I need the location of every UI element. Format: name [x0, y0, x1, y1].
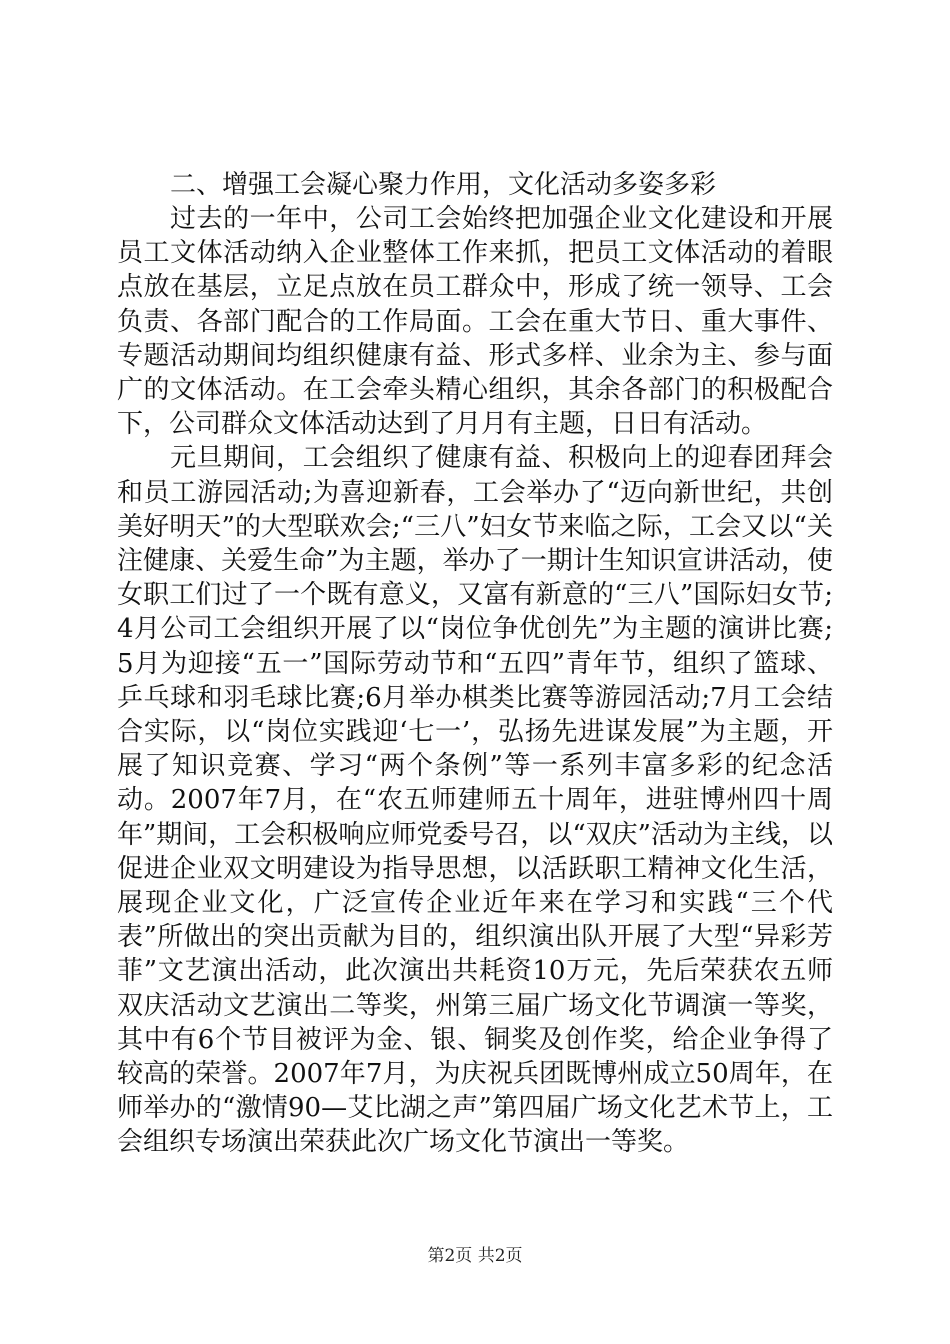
document-body: [117, 168, 833, 1160]
page-number: 第2页 共2页: [427, 1246, 523, 1266]
section-heading: 二、增强工会凝心聚力作用，文化活动多姿多彩: [170, 170, 717, 200]
paragraph-2: 元旦期间，工会组织了健康有益、积极向上的迎春团拜会和员工游园活动;为喜迎新春，工会举办了“迈向新世纪，共创美好明天”的大型联欢会;“三八”妇女节来临之际，工会又以“关注健康、关爱生命”为主题，举办了一期计生知识宣讲活动，使女职工们过了一个既有意义，又富有新意的“三八”国际妇女节;4月公司工会组织开展了以“岗位争优创先”为主题的演讲比赛;5月为迎接“五一”国际劳动节和“五四”青年节，组织了篮球、乒乓球和羽毛球比赛;6月举办棋类比赛等游园活动;7月工会结合实际，以“岗位实践迎‘七一’，弘扬先进谋发展”为主题，开展了知识竞赛、学习“两个条例”等一系列丰富多彩的纪念活动。2007年7月，在“农五师建师五十周年，进驻博州四十周年”期间，工会积极响应师党委号召，以“双庆”活动为主线，以促进企业双文明建设为指导思想，以活跃职工精神文化生活，展现企业文化，广泛宣传企业近年来在学习和实践“三个代表”所做出的突出贡献为目的，组织演出队开展了大型“异彩芳菲”文艺演出活动，此次演出共耗资10万元，先后荣获农五师双庆活动文艺演出二等奖，州第三届广场文化节调演一等奖，其中有6个节目被评为金、银、铜奖及创作奖，给企业争得了较高的荣誉。2007年7月，为庆祝兵团既博州成立50周年，在师举办的“激情90—艾比湖之声”第四届广场文化艺术节上，工会组织专场演出荣获此次广场文化节演出一等奖。: [117, 443, 833, 1158]
paragraph-1: 过去的一年中，公司工会始终把加强企业文化建设和开展员工文体活动纳入企业整体工作来抓，把员工文体活动的着眼点放在基层，立足点放在员工群众中，形成了统一领导、工会负责、各部门配合的工作局面。工会在重大节日、重大事件、专题活动期间均组织健康有益、形式多样、业余为主、参与面广的文体活动。在工会牵头精心组织，其余各部门的积极配合下，公司群众文体活动达到了月月有主题，日日有活动。: [117, 204, 833, 440]
